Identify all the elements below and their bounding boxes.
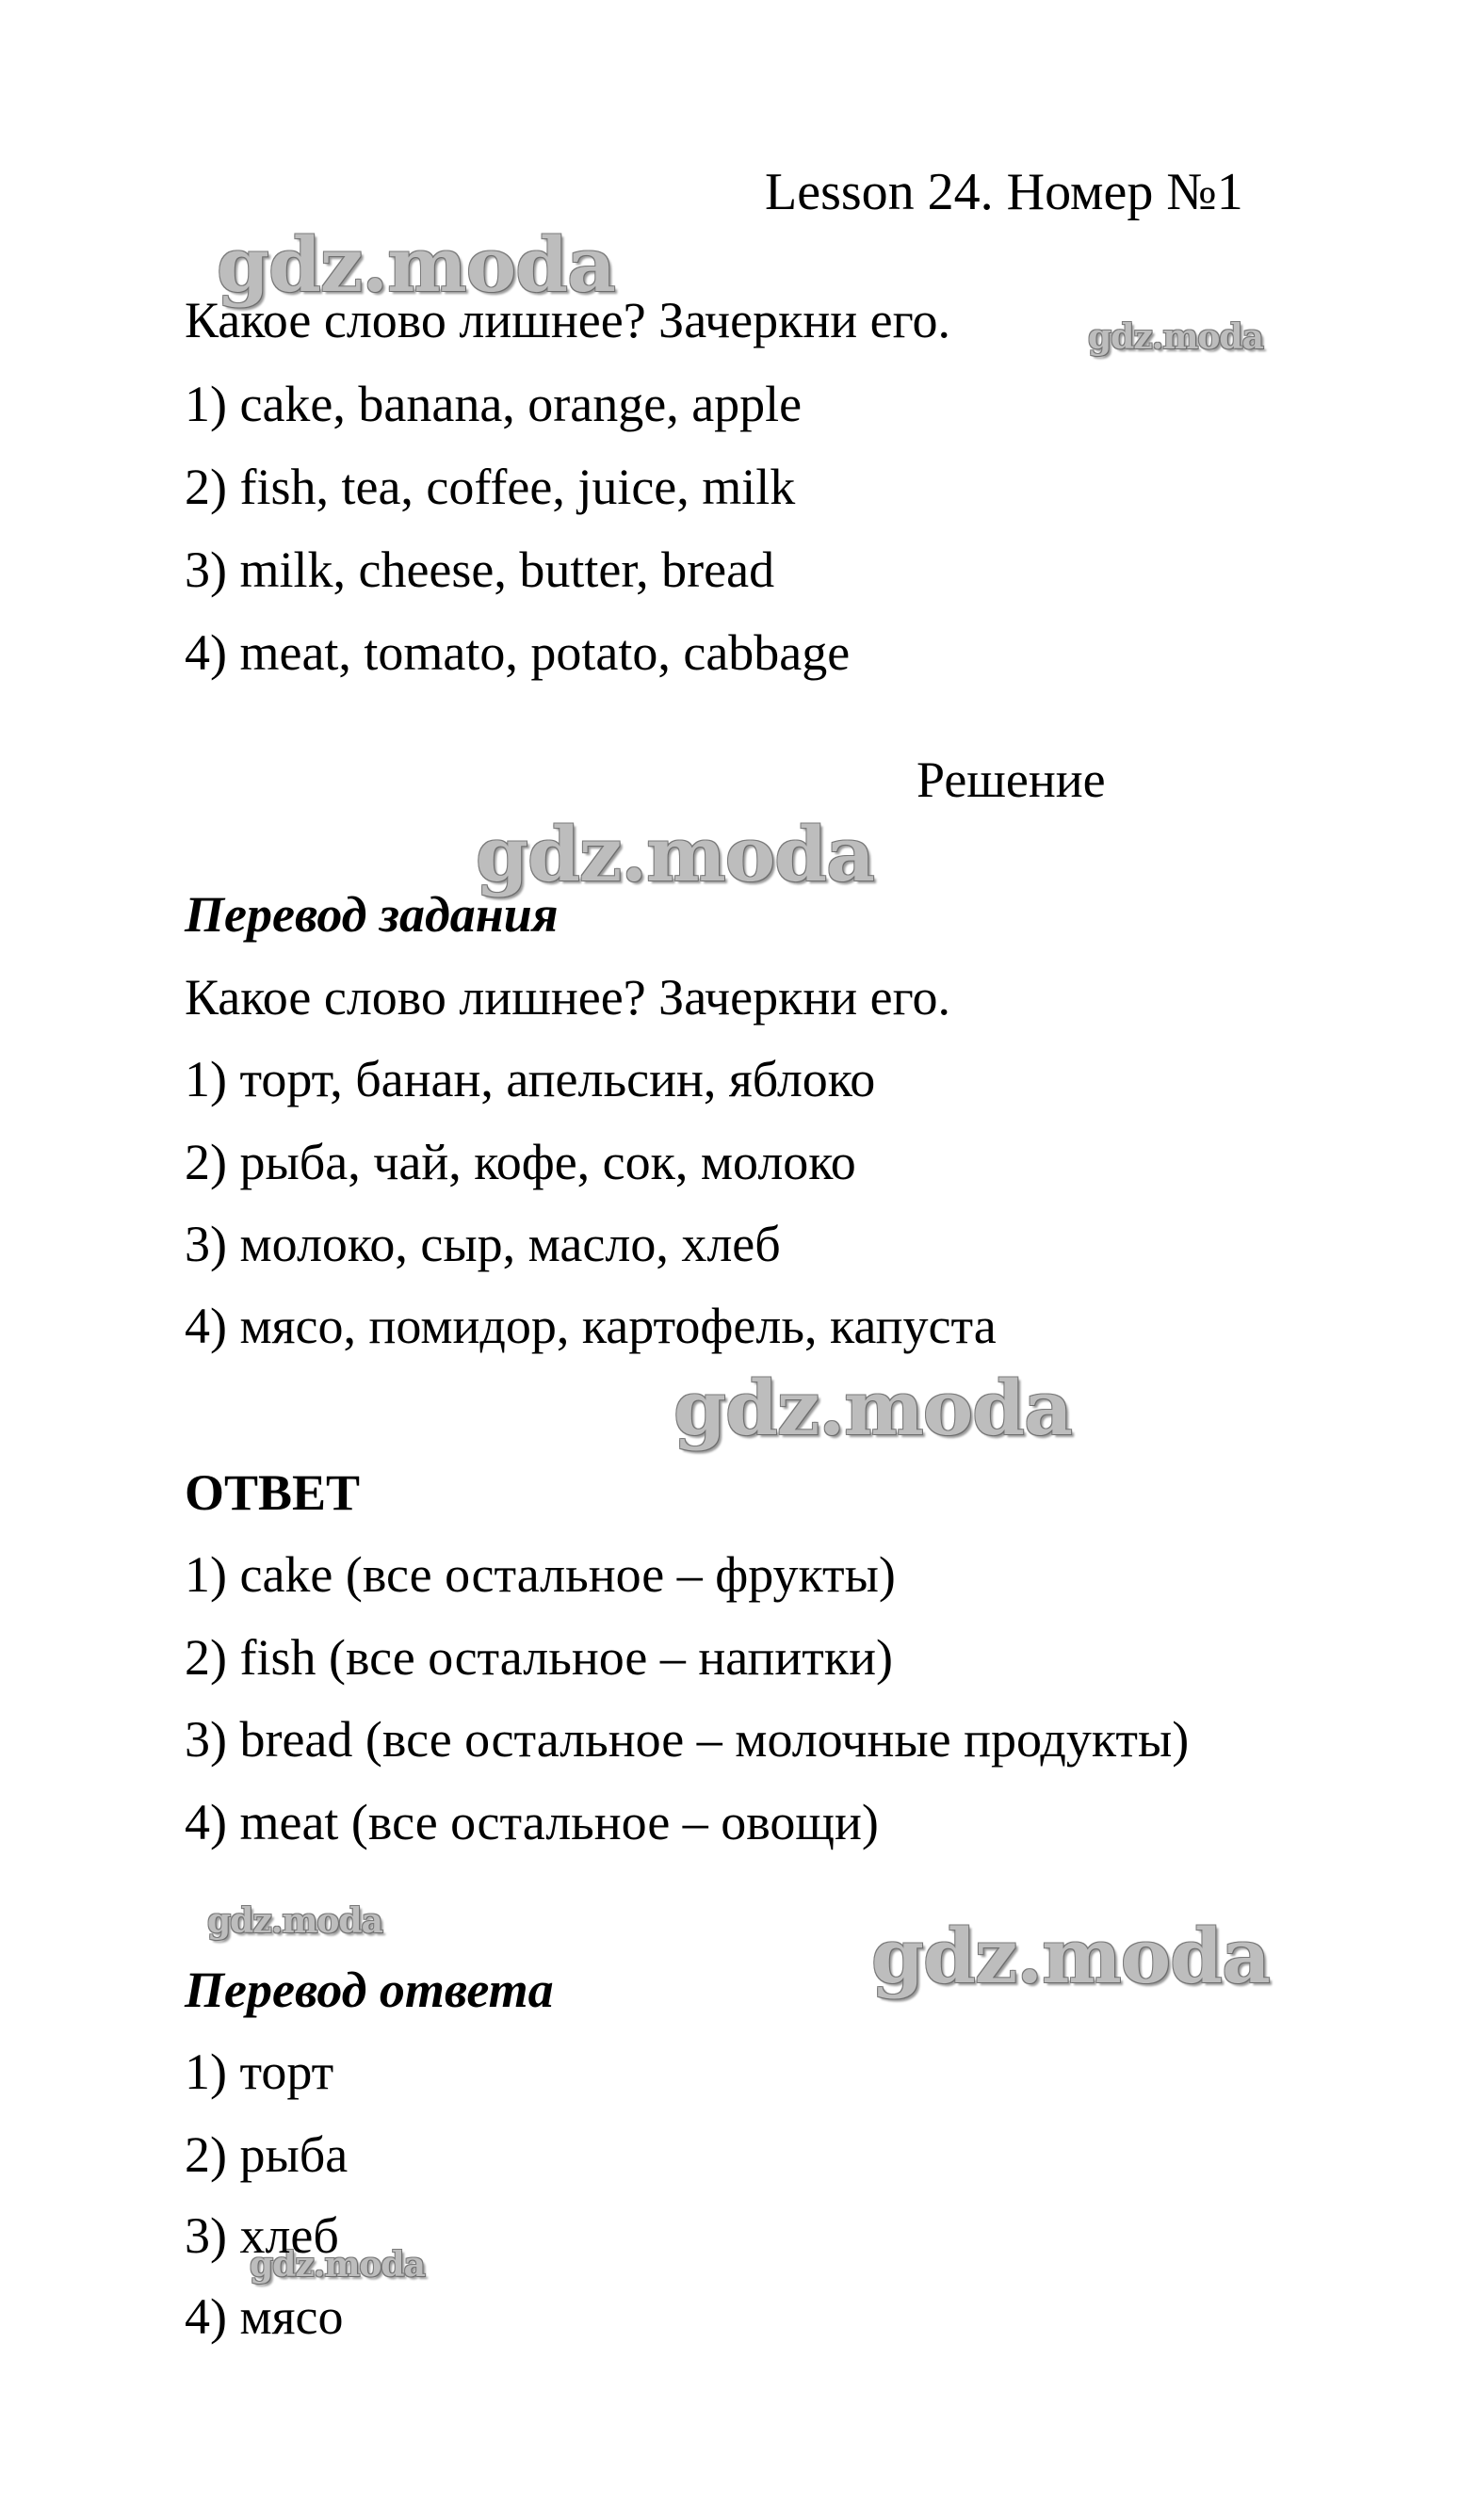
answer-translation-item: 4) мясо <box>185 2288 344 2345</box>
answer-item: 4) meat (все остальное – овощи) <box>185 1794 879 1850</box>
answer-item: 3) bread (все остальное – молочные продукты) <box>185 1711 1190 1768</box>
task-item: 4) meat, tomato, potato, cabbage <box>185 624 851 681</box>
answer-translation-item: 1) торт <box>185 2043 334 2100</box>
watermark-logo: gdz.moda <box>217 220 615 309</box>
task-translation-item: 1) торт, банан, апельсин, яблоко <box>185 1051 876 1107</box>
answer-item: 2) fish (все остальное – напитки) <box>185 1629 894 1686</box>
watermark-logo: gdz.moda <box>207 1901 382 1941</box>
answer-translation-item: 2) рыба <box>185 2126 349 2183</box>
answer-translation-heading: Перевод ответа <box>185 1962 554 2018</box>
task-translation-heading: Перевод задания <box>185 886 559 943</box>
task-translation-item: 3) молоко, сыр, масло, хлеб <box>185 1216 781 1272</box>
task-translation-prompt: Какое слово лишнее? Зачеркни его. <box>185 969 950 1026</box>
watermark-logo: gdz.moda <box>1088 317 1263 357</box>
task-item: 3) milk, cheese, butter, bread <box>185 541 775 598</box>
watermark-logo: gdz.moda <box>871 1912 1270 2000</box>
answer-translation-item: 3) хлеб <box>185 2207 339 2264</box>
watermark-logo: gdz.moda <box>476 810 874 898</box>
solution-heading: Решение <box>917 751 1106 808</box>
task-item: 2) fish, tea, coffee, juice, milk <box>185 459 796 515</box>
task-item: 1) cake, banana, orange, apple <box>185 376 803 432</box>
lesson-title: Lesson 24. Номер №1 <box>765 163 1243 221</box>
watermark-logo: gdz.moda <box>673 1364 1072 1452</box>
task-translation-item: 2) рыба, чай, кофе, сок, молоко <box>185 1134 856 1190</box>
watermark-logo: gdz.moda <box>250 2245 425 2285</box>
task-prompt: Какое слово лишнее? Зачеркни его. <box>185 292 950 348</box>
answer-item: 1) cake (все остальное – фрукты) <box>185 1546 896 1603</box>
task-translation-item: 4) мясо, помидор, картофель, капуста <box>185 1298 997 1354</box>
answer-heading: ОТВЕТ <box>185 1464 361 1521</box>
